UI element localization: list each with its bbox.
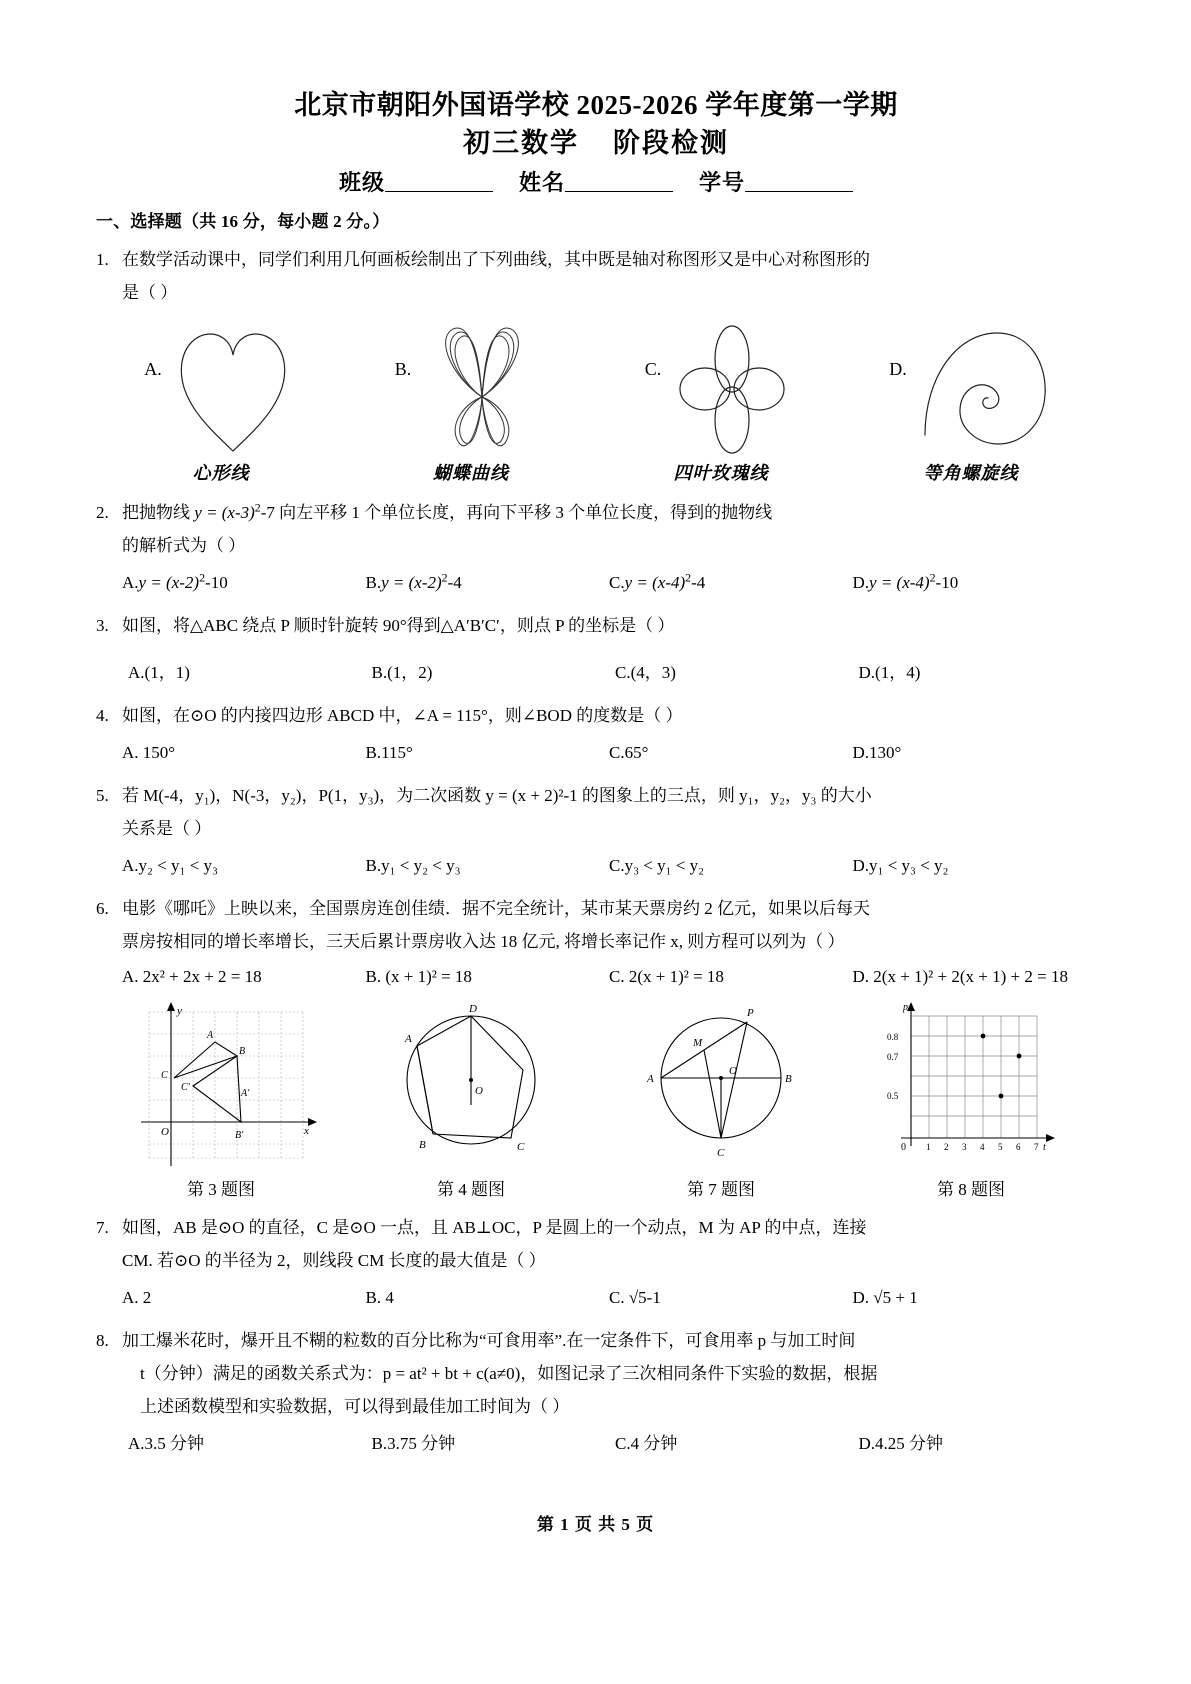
figure-8-t-label: t — [1043, 1142, 1046, 1153]
svg-text:1: 1 — [926, 1142, 931, 1152]
question-2-option-d[interactable]: $D.y = (x-4)^2-10$ — [852, 570, 959, 592]
figure-8-p-label: p — [903, 1002, 908, 1013]
question-1-text: 在数学活动课中，同学们利用几何画板绘制出了下列曲线，其中既是轴对称图形又是中心对称图形的 — [122, 250, 870, 269]
question-6-option-b[interactable]: B. (x + 1)² = 18 — [365, 967, 472, 986]
figure-4 — [346, 998, 596, 1200]
question-7-option-d[interactable]: D. √5 + 1 — [852, 1288, 918, 1307]
figure-8-datapoint-3 — [999, 1094, 1004, 1099]
question-3-text: 如图，将△ABC 绕点 P 顺时针旋转 90°得到△A′B′C′，则点 P 的坐标是（ ） — [122, 616, 675, 635]
question-4-option-c[interactable]: C.65° — [609, 743, 649, 762]
question-7 — [96, 1211, 1096, 1313]
question-6-option-d[interactable]: D. 2(x + 1)² + 2(x + 1) + 2 = 18 — [852, 967, 1068, 986]
question-2-text — [122, 496, 1096, 529]
question-5-text: 若 M(-4，y₁)，N(-3，y₂)，P(1，y₃)，为二次函数 y = (x + 2)²-1 的图象上的三点，则 y₁，y₂，y₃ 的大小 — [122, 786, 872, 805]
figure-4-caption: 第 4 题图 — [437, 1180, 505, 1199]
question-1-number: 1. — [96, 250, 109, 269]
figure-4-label-D: D — [469, 1003, 477, 1015]
question-2-formula: y = (x-3) — [194, 503, 255, 522]
question-3-option-d[interactable]: D.(1，4) — [858, 663, 921, 682]
question-2-option-a[interactable]: $A.y = (x-2)^2-10$ — [122, 570, 228, 592]
figure-7-label-O: O — [729, 1065, 737, 1077]
question-7-option-b[interactable]: B. 4 — [365, 1288, 394, 1307]
question-7-text: 如图，AB 是⊙O 的直径，C 是⊙O 一点，且 AB⊥OC，P 是圆上的一个动点，M 为 AP 的中点，连接 — [122, 1218, 867, 1237]
figure-3-label-C: C — [161, 1070, 168, 1081]
figure-3-x-label: x — [304, 1125, 309, 1137]
figure-7-caption: 第 7 题图 — [687, 1180, 755, 1199]
student-id-input[interactable] — [745, 172, 853, 192]
question-8-text-2: t（分钟）满足的函数关系式为：p = at² + bt + c(a≠0)，如图记录了三次相同条件下实验的数据，根据 — [140, 1364, 878, 1383]
question-3-option-c[interactable]: C.(4，3) — [615, 663, 676, 682]
question-4-options — [122, 738, 1096, 768]
figure-3-label-A: A — [207, 1030, 214, 1041]
figure-3-label-A-prime: A′ — [241, 1088, 250, 1099]
question-4-option-d[interactable]: D.130° — [852, 743, 902, 762]
question-5-text-2: 关系是（ ） — [122, 819, 212, 838]
figure-8-datapoint-2 — [1017, 1054, 1022, 1059]
student-id-label: 学号 — [699, 170, 746, 195]
question-8-number: 8. — [96, 1331, 109, 1350]
curve-option-b — [346, 317, 596, 457]
name-input[interactable] — [565, 172, 673, 192]
question-6-text-2: 票房按相同的增长率增长，三天后累计票房收入达 18 亿元, 将增长率记作 x, 则方程可以列为（ ） — [122, 932, 845, 951]
figure-7-label-C: C — [717, 1147, 725, 1159]
question-4-option-a[interactable]: A. 150° — [122, 743, 176, 762]
figure-7-circle-diagram — [621, 998, 821, 1173]
curve-label-a: A. — [144, 358, 162, 379]
figure-4-label-A: A — [405, 1033, 412, 1045]
question-5 — [96, 779, 1096, 881]
svg-text:5: 5 — [998, 1142, 1003, 1152]
exam-type-label: 阶段检测 — [613, 128, 729, 158]
figure-8-ytick-0-7: 0.7 — [887, 1052, 899, 1062]
logarithmic-spiral-icon — [913, 317, 1053, 457]
question-8 — [96, 1324, 1096, 1459]
question-6-options — [122, 962, 1096, 992]
curve-label-b: B. — [394, 358, 412, 379]
question-4-option-b[interactable]: B.115° — [365, 743, 413, 762]
title-line-2 — [96, 124, 1096, 162]
question-5-number: 5. — [96, 786, 109, 805]
figure-7-label-M: M — [693, 1037, 703, 1049]
question-6-number: 6. — [96, 899, 109, 918]
question-7-options — [122, 1283, 1096, 1313]
title-line-1: 北京市朝阳外国语学校 2025-2026 学年度第一学期 — [294, 90, 898, 120]
question-1 — [96, 243, 1096, 309]
question-4-number: 4. — [96, 706, 109, 725]
question-2-option-b[interactable]: $B.y = (x-2)^2-4$ — [365, 570, 462, 592]
cardioid-icon — [168, 317, 298, 457]
figure-7-label-P: P — [747, 1007, 754, 1019]
question-3 — [96, 609, 1096, 688]
question-8-option-d[interactable]: D.4.25 分钟 — [858, 1434, 944, 1453]
curve-name-cardioid: 心形线 — [192, 463, 250, 483]
question-2-text-2: 的解析式为（ ） — [122, 536, 246, 555]
svg-text:3: 3 — [962, 1142, 967, 1152]
figure-4-label-B: B — [419, 1139, 426, 1151]
question-4-text: 如图，在⊙O 的内接四边形 ABCD 中，∠A = 115°，则∠BOD 的度数是（ ） — [122, 706, 683, 725]
figure-8-ytick-0-5: 0.5 — [887, 1091, 899, 1101]
question-2-options — [122, 568, 1096, 598]
question-5-option-a[interactable]: A.y₂ < y₁ < y₃ — [122, 856, 218, 875]
question-2-formula-post: -7 — [260, 503, 275, 522]
question-3-option-b[interactable]: B.(1，2) — [371, 663, 433, 682]
exam-sheet — [96, 86, 1096, 1459]
class-input[interactable] — [385, 172, 493, 192]
question-8-option-b[interactable]: B.3.75 分钟 — [371, 1434, 456, 1453]
curve-name-rose: 四叶玫瑰线 — [673, 463, 769, 483]
figure-8 — [846, 998, 1096, 1200]
question-1-figures — [96, 317, 1096, 457]
figure-3-label-B: B — [239, 1046, 246, 1057]
question-2-option-c[interactable]: $C.y = (x-4)^2-4$ — [609, 570, 706, 592]
figure-3-label-C-prime: C′ — [181, 1082, 190, 1093]
question-1-text-2: 是（ ） — [122, 283, 178, 302]
figure-7-label-A: A — [647, 1073, 654, 1085]
question-2 — [96, 496, 1096, 598]
butterfly-curve-icon — [417, 317, 547, 457]
question-5-option-c[interactable]: C.y₃ < y₁ < y₂ — [609, 856, 705, 875]
figure-3-origin-label: O — [161, 1126, 169, 1138]
question-3-options — [122, 658, 1096, 688]
section-heading: 一、选择题（共 16 分，每小题 2 分。） — [96, 212, 390, 231]
question-3-number: 3. — [96, 616, 109, 635]
figure-3-caption: 第 3 题图 — [187, 1180, 255, 1199]
curve-option-d — [846, 317, 1096, 457]
figure-8-scatter-grid — [871, 998, 1071, 1173]
curve-label-c: C. — [644, 358, 662, 379]
question-5-options — [122, 851, 1096, 881]
question-7-option-a[interactable]: A. 2 — [122, 1288, 152, 1307]
figure-7-label-B: B — [785, 1073, 792, 1085]
question-8-text: 加工爆米花时，爆开且不糊的粒数的百分比称为“可食用率”.在一定条件下，可食用率 p 与加工时间 — [122, 1331, 856, 1350]
figure-7 — [596, 998, 846, 1200]
curve-name-butterfly: 蝴蝶曲线 — [433, 463, 509, 483]
curve-option-a — [96, 317, 346, 457]
figure-8-xticks — [926, 1142, 1039, 1152]
question-8-options — [122, 1429, 1096, 1459]
question-2-number: 2. — [96, 503, 109, 522]
figure-8-caption: 第 8 题图 — [937, 1180, 1005, 1199]
curve-name-spiral: 等角螺旋线 — [923, 463, 1019, 483]
page-title — [96, 86, 1096, 162]
svg-text:2: 2 — [944, 1142, 949, 1152]
question-8-option-c[interactable]: C.4 分钟 — [615, 1434, 678, 1453]
question-7-option-c[interactable]: C. √5-1 — [609, 1288, 661, 1307]
question-5-option-b[interactable]: B.y₁ < y₂ < y₃ — [365, 856, 461, 875]
figure-8-datapoint-1 — [981, 1034, 986, 1039]
figure-8-origin-label: 0 — [901, 1142, 906, 1153]
figure-8-ytick-0-8: 0.8 — [887, 1032, 899, 1042]
question-2-text-pre: 把抛物线 — [122, 503, 195, 522]
figure-3-label-B-prime: B′ — [235, 1130, 244, 1141]
curve-label-d: D. — [889, 358, 907, 379]
question-4 — [96, 699, 1096, 768]
subject-label: 初三数学 — [463, 128, 579, 158]
figure-3-coordinate-plane — [121, 998, 321, 1173]
figure-3-y-label: y — [177, 1005, 182, 1017]
page-footer: 第 1 页 共 5 页 — [536, 1515, 655, 1534]
question-3-option-a[interactable]: A.(1，1) — [128, 663, 190, 682]
four-petal-rose-icon — [667, 317, 797, 457]
figure-4-cyclic-quadrilateral — [371, 998, 571, 1173]
question-7-number: 7. — [96, 1218, 109, 1237]
question-6-option-a[interactable]: A. 2x² + 2x + 2 = 18 — [122, 967, 262, 986]
svg-text:6: 6 — [1016, 1142, 1021, 1152]
curve-option-c — [596, 317, 846, 457]
question-6 — [96, 892, 1096, 992]
question-8-option-a[interactable]: A.3.5 分钟 — [128, 1434, 205, 1453]
figure-3 — [96, 998, 346, 1200]
figure-4-label-C: C — [517, 1141, 525, 1153]
figure-row — [96, 998, 1096, 1200]
svg-text:4: 4 — [980, 1142, 985, 1152]
question-5-option-d[interactable]: D.y₁ < y₃ < y₂ — [852, 856, 949, 875]
question-2-text-mid: 向左平移 1 个单位长度，再向下平移 3 个单位长度，得到的抛物线 — [274, 503, 773, 522]
name-label: 姓名 — [518, 170, 565, 195]
question-6-text: 电影《哪吒》上映以来，全国票房连创佳绩．据不完全统计，某市某天票房约 2 亿元，如果以后每天 — [122, 899, 870, 918]
svg-text:7: 7 — [1034, 1142, 1039, 1152]
question-6-option-c[interactable]: C. 2(x + 1)² = 18 — [609, 967, 724, 986]
question-2-formula-sup: 2 — [254, 500, 261, 515]
class-label: 班级 — [338, 170, 385, 195]
student-info-line — [96, 166, 1096, 197]
question-1-curve-names — [96, 459, 1096, 485]
question-7-text-2: CM. 若⊙O 的半径为 2，则线段 CM 长度的最大值是（ ） — [122, 1251, 546, 1270]
figure-4-label-O: O — [475, 1085, 483, 1097]
question-8-text-3: 上述函数模型和实验数据，可以得到最佳加工时间为（ ） — [140, 1397, 570, 1416]
